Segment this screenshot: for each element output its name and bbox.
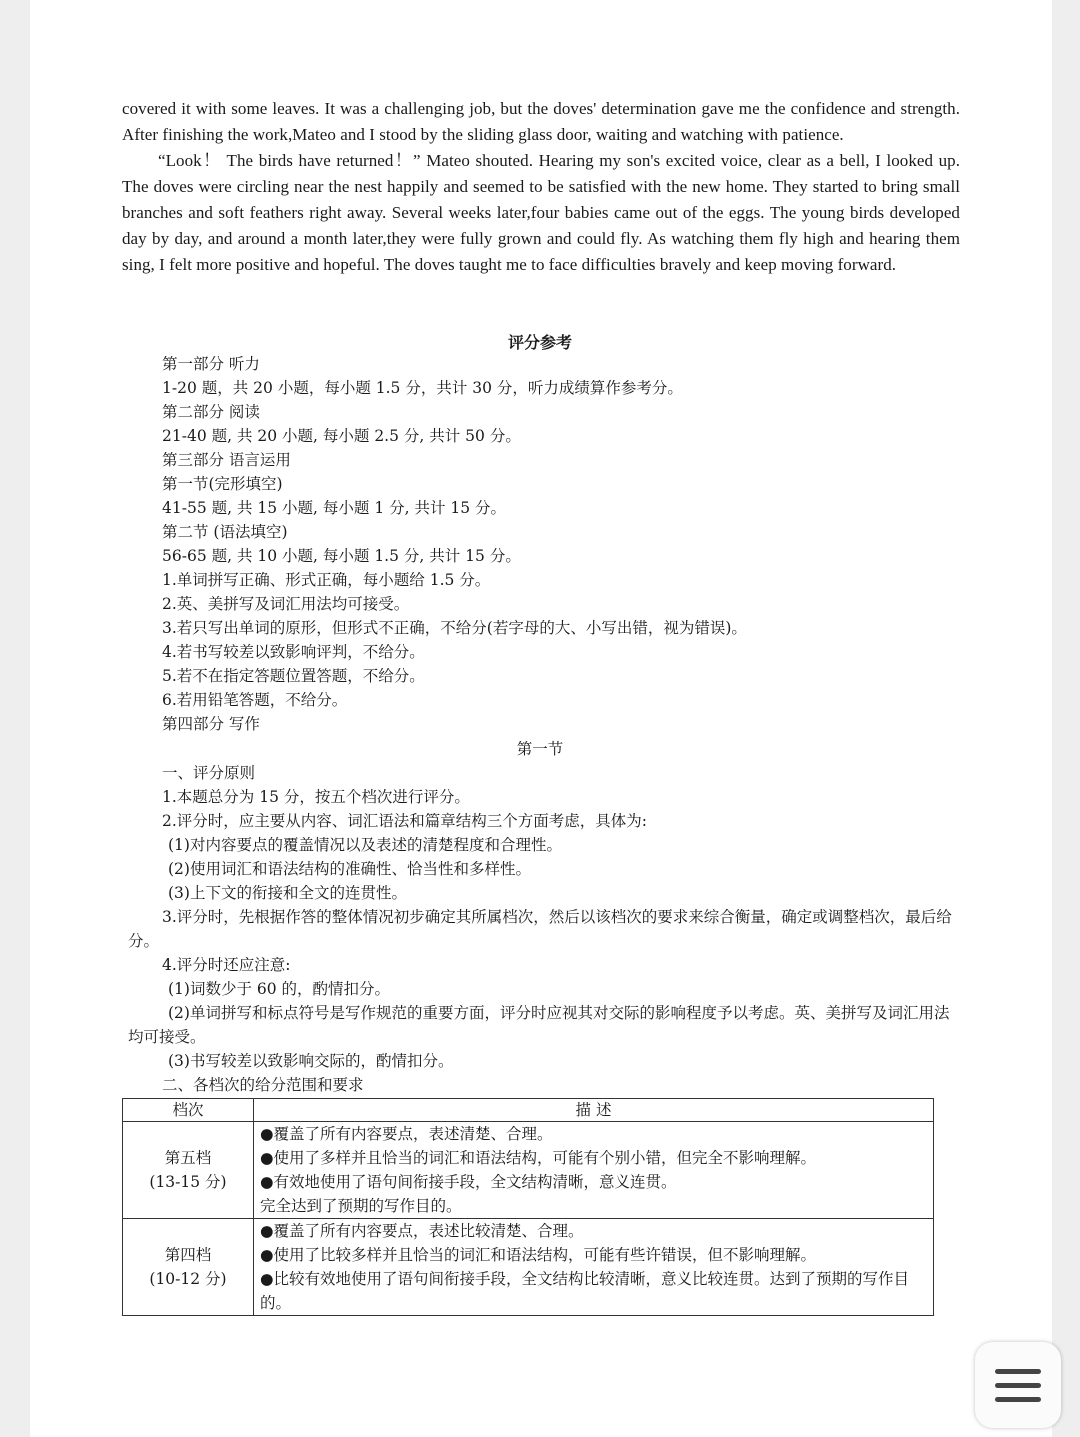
story-paragraph: “Look！ The birds have returned！” Mateo shouted. Hearing my son's excited voice, clear as a bell, I looked up. The doves were circling near the nest happily and seemed to be satisfied with the new home. They started to bring small branches and soft feathers right away. Several weeks later,four babies came out of the eggs. The young birds developed day by day, and around a month later,they were fully grown and could fly. As watching them fly high and hearing them sing, I felt more positive and hopeful. The doves taught me to face difficulties bravely and keep moving forward.: [122, 151, 960, 274]
scoring-line: 4.若书写较差以致影响评判，不给分。: [162, 643, 425, 661]
scoring-line: 41-55 题, 共 15 小题, 每小题 1 分, 共计 15 分。: [162, 499, 507, 517]
description-item: ●有效地使用了语句间衔接手段，全文结构清晰，意义连贯。: [260, 1173, 677, 1191]
rule-subitem: (3)上下文的衔接和全文的连贯性。: [168, 884, 407, 902]
rules-heading: 一、评分原则: [162, 764, 256, 782]
scoring-line: 1.单词拼写正确、形式正确，每小题给 1.5 分。: [162, 571, 491, 589]
rule-subitem: (1)词数少于 60 的，酌情扣分。: [168, 980, 391, 998]
level-cell: [123, 1219, 254, 1316]
grading-table: [122, 1098, 934, 1316]
level-name: 第四档: [164, 1246, 212, 1264]
scoring-line: 第四部分 写作: [162, 715, 260, 733]
story-paragraph: covered it with some leaves. It was a challenging job, but the doves' determination gave me the confidence and strength. After finishing the work,Mateo and I stood by the sliding glass door, waiting and watching with patience.: [122, 99, 960, 144]
scoring-lines: [162, 352, 982, 736]
rule-item: 3.评分时，先根据作答的整体情况初步确定其所属档次，然后以该档次的要求来综合衡量，确定或调整档次，最后给分。: [128, 908, 952, 950]
level-range: (10-12 分): [149, 1270, 227, 1288]
table-row: [123, 1122, 934, 1219]
menu-button[interactable]: [975, 1342, 1061, 1428]
description-item: ●覆盖了所有内容要点，表述比较清楚、合理。: [260, 1222, 584, 1240]
level-cell: [123, 1122, 254, 1219]
scoring-line: 5.若不在指定答题位置答题，不给分。: [162, 667, 425, 685]
description-cell: [254, 1219, 934, 1316]
scoring-line: 6.若用铅笔答题，不给分。: [162, 691, 348, 709]
menu-icon: [995, 1383, 1041, 1388]
writing-rules: [128, 761, 958, 1097]
description-item: ●比较有效地使用了语句间衔接手段，全文结构比较清晰，意义比较连贯。达到了预期的写作目的。: [260, 1270, 910, 1312]
scoring-line: 1-20 题，共 20 小题，每小题 1.5 分，共计 30 分，听力成绩算作参考分。: [162, 379, 683, 397]
scoring-line: 2.英、美拼写及词汇用法均可接受。: [162, 595, 410, 613]
rules-heading: 二、各档次的给分范围和要求: [162, 1076, 364, 1094]
table-header-row: [123, 1099, 934, 1122]
menu-icon: [995, 1369, 1041, 1374]
menu-icon: [995, 1397, 1041, 1402]
rule-subitem: (2)使用词汇和语法结构的准确性、恰当性和多样性。: [168, 860, 531, 878]
description-item: ●使用了比较多样并且恰当的词汇和语法结构，可能有些许错误，但不影响理解。: [260, 1246, 817, 1264]
scoring-line: 第二节 (语法填空): [162, 523, 288, 541]
story-text: [122, 96, 960, 278]
table-header: 档次: [123, 1099, 254, 1122]
rule-item: 4.评分时还应注意:: [162, 956, 291, 974]
description-cell: [254, 1122, 934, 1219]
scoring-line: 3.若只写出单词的原形，但形式不正确，不给分(若字母的大、小写出错，视为错误)。: [162, 619, 747, 637]
scoring-line: 第一节(完形填空): [162, 475, 283, 493]
level-name: 第五档: [164, 1149, 212, 1167]
level-range: (13-15 分): [149, 1173, 227, 1191]
description-item: ●使用了多样并且恰当的词汇和语法结构，可能有个别小错，但完全不影响理解。: [260, 1149, 817, 1167]
section-label: 第一节: [516, 740, 564, 758]
rule-item: 1.本题总分为 15 分，按五个档次进行评分。: [162, 788, 470, 806]
scoring-line: 56-65 题, 共 10 小题, 每小题 1.5 分, 共计 15 分。: [162, 547, 521, 565]
scoring-line: 21-40 题, 共 20 小题, 每小题 2.5 分, 共计 50 分。: [162, 427, 521, 445]
scoring-title: 评分参考: [507, 333, 572, 352]
scoring-line: 第三部分 语言运用: [162, 451, 291, 469]
rule-subitem: (1)对内容要点的覆盖情况以及表述的清楚程度和合理性。: [168, 836, 562, 854]
scoring-line: 第二部分 阅读: [162, 403, 260, 421]
rule-item: 2.评分时，应主要从内容、词汇语法和篇章结构三个方面考虑，具体为:: [162, 812, 648, 830]
table-header: 描 述: [254, 1099, 934, 1122]
scoring-line: 第一部分 听力: [162, 355, 260, 373]
rule-subitem: (2)单词拼写和标点符号是写作规范的重要方面，评分时应视其对交际的影响程度予以考虑。英、美拼写及词汇用法均可接受。: [128, 1004, 950, 1046]
rule-subitem: (3)书写较差以致影响交际的，酌情扣分。: [168, 1052, 454, 1070]
description-item: ●覆盖了所有内容要点，表述清楚、合理。: [260, 1125, 553, 1143]
description-item: 完全达到了预期的写作目的。: [260, 1197, 462, 1215]
table-row: [123, 1219, 934, 1316]
